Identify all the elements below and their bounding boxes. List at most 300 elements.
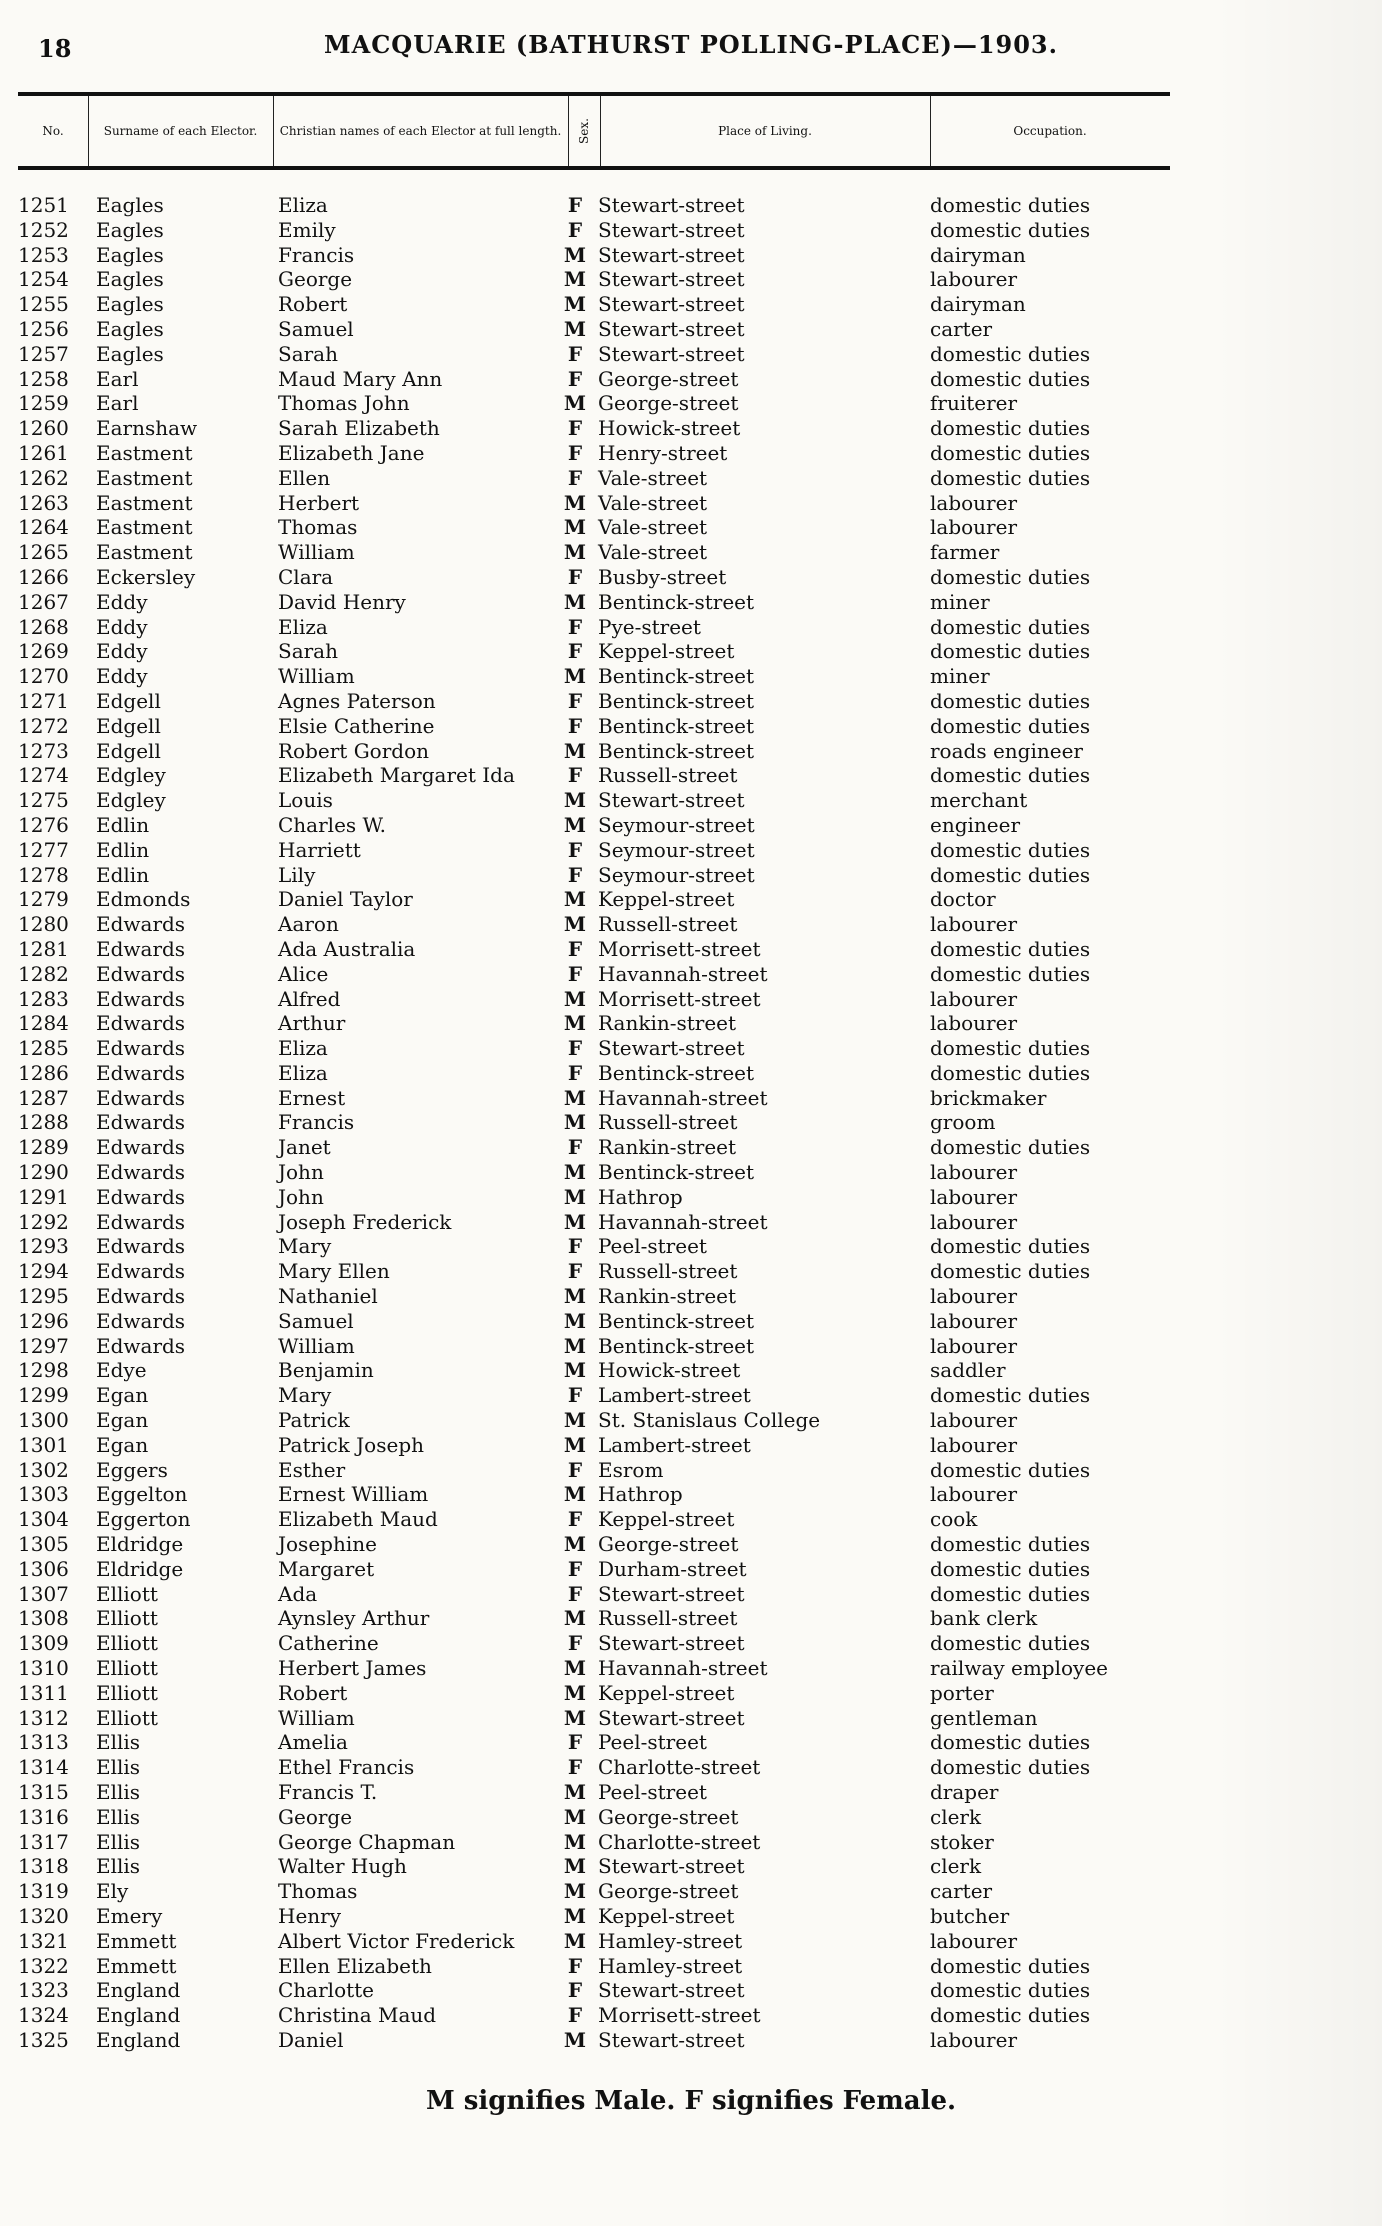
- elector-sex: M: [563, 812, 587, 837]
- elector-surname: Edlin: [96, 837, 150, 862]
- elector-christian-names: Patrick: [278, 1408, 350, 1433]
- elector-surname: Ellis: [96, 1780, 141, 1804]
- elector-number: 1313: [18, 1730, 69, 1755]
- elector-sex: F: [567, 763, 583, 788]
- elector-surname: Edmonds: [96, 887, 191, 912]
- table-row: [0, 2003, 1382, 2028]
- elector-sex: M: [563, 515, 587, 540]
- elector-place-of-living: Hamley-street: [598, 1928, 743, 1953]
- elector-number: 1285: [18, 1036, 69, 1061]
- elector-number: 1283: [18, 986, 69, 1011]
- elector-christian-names: Robert Gordon: [278, 738, 429, 763]
- elector-occupation: labourer: [930, 1928, 1018, 1953]
- elector-place-of-living: Stewart-street: [598, 267, 745, 292]
- elector-surname: Edlin: [96, 812, 150, 837]
- elector-number: 1297: [18, 1333, 69, 1358]
- elector-place-of-living: Hamley-street: [598, 1953, 743, 1978]
- elector-number: 1260: [18, 416, 69, 441]
- table-row: [0, 1234, 1382, 1259]
- elector-place-of-living: Howick-street: [598, 416, 741, 441]
- elector-surname: Edgell: [96, 713, 161, 738]
- elector-surname: Edgell: [96, 688, 161, 713]
- elector-sex: M: [563, 242, 587, 267]
- elector-surname: Eagles: [96, 217, 164, 242]
- elector-occupation: draper: [930, 1780, 999, 1804]
- elector-number: 1254: [18, 267, 69, 292]
- elector-occupation: labourer: [930, 1432, 1018, 1457]
- elector-sex: M: [563, 738, 587, 763]
- elector-sex: F: [567, 1036, 583, 1061]
- table-row: [0, 243, 1382, 268]
- elector-place-of-living: Stewart-street: [598, 292, 745, 317]
- elector-number: 1306: [18, 1556, 69, 1581]
- table-row: [0, 292, 1382, 317]
- elector-christian-names: William: [278, 1705, 355, 1730]
- elector-number: 1301: [18, 1432, 69, 1457]
- elector-number: 1289: [18, 1135, 69, 1160]
- elector-sex: F: [567, 416, 583, 441]
- elector-number: 1266: [18, 564, 69, 589]
- table-row: [0, 1904, 1382, 1929]
- elector-sex: M: [563, 1780, 587, 1804]
- table-row: [0, 565, 1382, 590]
- elector-christian-names: Eliza: [278, 1060, 328, 1085]
- elector-occupation: labourer: [930, 1160, 1018, 1185]
- elector-number: 1324: [18, 2003, 69, 2028]
- elector-occupation: carter: [930, 316, 993, 341]
- elector-number: 1325: [18, 2027, 69, 2052]
- elector-surname: Elliott: [96, 1606, 158, 1631]
- elector-sex: M: [563, 1656, 587, 1681]
- elector-christian-names: Charles W.: [278, 812, 386, 837]
- table-row: [0, 2028, 1382, 2053]
- elector-surname: Eddy: [96, 589, 148, 614]
- elector-occupation: doctor: [930, 887, 996, 912]
- elector-christian-names: Christina Maud: [278, 2003, 437, 2028]
- elector-number: 1307: [18, 1581, 69, 1606]
- elector-occupation: labourer: [930, 1284, 1018, 1309]
- elector-sex: F: [567, 366, 583, 391]
- elector-sex: M: [563, 316, 587, 341]
- elector-place-of-living: Stewart-street: [598, 1581, 745, 1606]
- elector-number: 1310: [18, 1656, 69, 1681]
- elector-surname: Edwards: [96, 1259, 186, 1284]
- elector-occupation: labourer: [930, 1333, 1018, 1358]
- elector-occupation: railway employee: [930, 1656, 1108, 1681]
- elector-christian-names: Patrick Joseph: [278, 1432, 424, 1457]
- elector-christian-names: Elizabeth Margaret Ida: [278, 763, 515, 788]
- elector-place-of-living: Russell-street: [598, 763, 738, 788]
- elector-place-of-living: Bentinck-street: [598, 1160, 755, 1185]
- elector-occupation: domestic duties: [930, 341, 1091, 366]
- elector-place-of-living: Stewart-street: [598, 341, 745, 366]
- elector-surname: Elliott: [96, 1581, 158, 1606]
- elector-place-of-living: Rankin-street: [598, 1011, 737, 1036]
- elector-christian-names: Arthur: [278, 1011, 346, 1036]
- elector-surname: Edwards: [96, 1184, 186, 1209]
- elector-place-of-living: Peel-street: [598, 1730, 707, 1755]
- elector-surname: Eggers: [96, 1457, 168, 1482]
- table-row: [0, 1433, 1382, 1458]
- table-row: [0, 689, 1382, 714]
- elector-place-of-living: Charlotte-street: [598, 1755, 761, 1780]
- elector-number: 1274: [18, 763, 69, 788]
- col-header-sex: Sex.: [577, 118, 591, 144]
- elector-occupation: domestic duties: [930, 564, 1091, 589]
- elector-sex: M: [563, 986, 587, 1011]
- elector-occupation: engineer: [930, 812, 1021, 837]
- elector-christian-names: Herbert: [278, 490, 360, 515]
- elector-christian-names: Walter Hugh: [278, 1854, 407, 1879]
- elector-place-of-living: Keppel-street: [598, 639, 735, 664]
- elector-sex: F: [567, 1581, 583, 1606]
- elector-number: 1269: [18, 639, 69, 664]
- elector-surname: Eagles: [96, 316, 164, 341]
- elector-number: 1312: [18, 1705, 69, 1730]
- elector-place-of-living: Havannah-street: [598, 961, 768, 986]
- elector-surname: Edwards: [96, 1284, 186, 1309]
- table-row: [0, 1681, 1382, 1706]
- elector-occupation: saddler: [930, 1358, 1006, 1383]
- elector-occupation: domestic duties: [930, 1259, 1091, 1284]
- elector-place-of-living: Stewart-street: [598, 217, 745, 242]
- elector-place-of-living: Russell-street: [598, 1606, 738, 1631]
- elector-christian-names: Henry: [278, 1903, 342, 1928]
- elector-place-of-living: George-street: [598, 391, 739, 416]
- elector-christian-names: Ellen Elizabeth: [278, 1953, 432, 1978]
- elector-number: 1316: [18, 1804, 69, 1829]
- elector-christian-names: Eliza: [278, 193, 328, 217]
- elector-sex: M: [563, 1160, 587, 1185]
- elector-surname: Edgley: [96, 763, 166, 788]
- table-row: [0, 1185, 1382, 1210]
- elector-place-of-living: Vale-street: [598, 540, 708, 565]
- elector-christian-names: Louis: [278, 788, 333, 813]
- elector-sex: F: [567, 193, 583, 217]
- elector-christian-names: Albert Victor Frederick: [278, 1928, 515, 1953]
- elector-sex: M: [563, 788, 587, 813]
- elector-place-of-living: Stewart-street: [598, 1978, 745, 2003]
- elector-occupation: labourer: [930, 912, 1018, 937]
- elector-occupation: miner: [930, 589, 990, 614]
- elector-occupation: labourer: [930, 490, 1018, 515]
- elector-sex: M: [563, 1705, 587, 1730]
- elector-sex: F: [567, 1135, 583, 1160]
- elector-number: 1298: [18, 1358, 69, 1383]
- elector-sex: F: [567, 1953, 583, 1978]
- elector-occupation: domestic duties: [930, 2003, 1091, 2028]
- elector-christian-names: Elsie Catherine: [278, 713, 435, 738]
- elector-christian-names: Sarah: [278, 341, 338, 366]
- elector-number: 1323: [18, 1978, 69, 2003]
- elector-place-of-living: Seymour-street: [598, 862, 755, 887]
- elector-sex: M: [563, 292, 587, 317]
- elector-surname: Edwards: [96, 961, 186, 986]
- elector-occupation: cook: [930, 1507, 978, 1532]
- elector-number: 1286: [18, 1060, 69, 1085]
- table-row: [0, 1606, 1382, 1631]
- elector-sex: F: [567, 217, 583, 242]
- elector-number: 1262: [18, 465, 69, 490]
- elector-occupation: labourer: [930, 1408, 1018, 1433]
- elector-sex: F: [567, 1457, 583, 1482]
- elector-surname: Eastment: [96, 515, 193, 540]
- elector-sex: M: [563, 1928, 587, 1953]
- table-row: [0, 788, 1382, 813]
- elector-sex: F: [567, 614, 583, 639]
- elector-occupation: domestic duties: [930, 1730, 1091, 1755]
- elector-christian-names: Agnes Paterson: [278, 688, 436, 713]
- elector-sex: F: [567, 936, 583, 961]
- elector-occupation: domestic duties: [930, 440, 1091, 465]
- elector-surname: Edwards: [96, 1234, 186, 1259]
- elector-surname: Eldridge: [96, 1556, 184, 1581]
- elector-number: 1279: [18, 887, 69, 912]
- table-row: [0, 1755, 1382, 1780]
- table-row: [0, 615, 1382, 640]
- elector-place-of-living: Havannah-street: [598, 1656, 768, 1681]
- table-row: [0, 863, 1382, 888]
- elector-number: 1292: [18, 1209, 69, 1234]
- elector-place-of-living: Bentinck-street: [598, 589, 755, 614]
- elector-christian-names: Samuel: [278, 316, 354, 341]
- elector-christian-names: Ada Australia: [278, 936, 416, 961]
- elector-sex: M: [563, 1209, 587, 1234]
- elector-christian-names: Alice: [278, 961, 329, 986]
- elector-christian-names: William: [278, 1333, 355, 1358]
- table-row: [0, 1458, 1382, 1483]
- elector-place-of-living: Stewart-street: [598, 242, 745, 267]
- elector-place-of-living: Stewart-street: [598, 1631, 745, 1656]
- table-row: [0, 1582, 1382, 1607]
- elector-christian-names: Sarah: [278, 639, 338, 664]
- elector-number: 1319: [18, 1879, 69, 1904]
- elector-number: 1261: [18, 440, 69, 465]
- table-row: [0, 1383, 1382, 1408]
- elector-occupation: domestic duties: [930, 1060, 1091, 1085]
- elector-christian-names: Aaron: [278, 912, 339, 937]
- elector-occupation: labourer: [930, 1011, 1018, 1036]
- elector-occupation: porter: [930, 1680, 994, 1705]
- elector-number: 1263: [18, 490, 69, 515]
- elector-occupation: labourer: [930, 267, 1018, 292]
- elector-sex: M: [563, 1606, 587, 1631]
- elector-sex: F: [567, 465, 583, 490]
- elector-place-of-living: Keppel-street: [598, 1903, 735, 1928]
- elector-christian-names: Esther: [278, 1457, 346, 1482]
- elector-number: 1277: [18, 837, 69, 862]
- elector-number: 1264: [18, 515, 69, 540]
- elector-number: 1280: [18, 912, 69, 937]
- elector-place-of-living: Hathrop: [598, 1184, 683, 1209]
- elector-christian-names: Mary: [278, 1383, 332, 1408]
- elector-number: 1272: [18, 713, 69, 738]
- elector-occupation: domestic duties: [930, 688, 1091, 713]
- elector-place-of-living: Keppel-street: [598, 1680, 735, 1705]
- elector-christian-names: William: [278, 664, 355, 689]
- table-row: [0, 1334, 1382, 1359]
- elector-place-of-living: Bentinck-street: [598, 738, 755, 763]
- elector-place-of-living: Stewart-street: [598, 316, 745, 341]
- elector-occupation: domestic duties: [930, 837, 1091, 862]
- elector-place-of-living: Seymour-street: [598, 837, 755, 862]
- table-row: [0, 1309, 1382, 1334]
- elector-christian-names: Aynsley Arthur: [278, 1606, 430, 1631]
- table-row: [0, 763, 1382, 788]
- elector-place-of-living: Stewart-street: [598, 2027, 745, 2052]
- elector-christian-names: Clara: [278, 564, 334, 589]
- elector-occupation: butcher: [930, 1903, 1010, 1928]
- elector-number: 1256: [18, 316, 69, 341]
- table-row: [0, 1284, 1382, 1309]
- elector-number: 1278: [18, 862, 69, 887]
- elector-number: 1267: [18, 589, 69, 614]
- elector-sex: M: [563, 1184, 587, 1209]
- elector-occupation: domestic duties: [930, 862, 1091, 887]
- elector-number: 1290: [18, 1160, 69, 1185]
- elector-surname: Earl: [96, 366, 139, 391]
- elector-christian-names: Herbert James: [278, 1656, 427, 1681]
- elector-surname: Egan: [96, 1383, 149, 1408]
- elector-surname: Eagles: [96, 341, 164, 366]
- elector-place-of-living: Stewart-street: [598, 193, 745, 217]
- table-row: [0, 466, 1382, 491]
- elector-number: 1265: [18, 540, 69, 565]
- col-header-occupation: Occupation.: [1013, 124, 1087, 138]
- table-row: [0, 267, 1382, 292]
- elector-surname: Eagles: [96, 292, 164, 317]
- table-header: [18, 92, 1170, 170]
- electors-list: [0, 193, 1382, 2053]
- elector-surname: Elliott: [96, 1631, 158, 1656]
- table-row: [0, 1978, 1382, 2003]
- elector-sex: M: [563, 1903, 587, 1928]
- elector-number: 1268: [18, 614, 69, 639]
- elector-surname: Elliott: [96, 1680, 158, 1705]
- elector-place-of-living: Pye-street: [598, 614, 701, 639]
- table-row: [0, 1110, 1382, 1135]
- elector-place-of-living: Bentinck-street: [598, 1060, 755, 1085]
- elector-occupation: fruiterer: [930, 391, 1018, 416]
- elector-sex: F: [567, 837, 583, 862]
- elector-occupation: labourer: [930, 1209, 1018, 1234]
- elector-surname: Elliott: [96, 1705, 158, 1730]
- elector-surname: Edwards: [96, 1085, 186, 1110]
- elector-christian-names: Eliza: [278, 1036, 328, 1061]
- table-row: [0, 515, 1382, 540]
- elector-christian-names: George: [278, 1804, 353, 1829]
- elector-number: 1311: [18, 1680, 69, 1705]
- elector-surname: Edwards: [96, 1308, 186, 1333]
- elector-place-of-living: Bentinck-street: [598, 688, 755, 713]
- elector-surname: Edwards: [96, 1135, 186, 1160]
- elector-occupation: domestic duties: [930, 217, 1091, 242]
- elector-surname: Edwards: [96, 1160, 186, 1185]
- elector-occupation: domestic duties: [930, 1383, 1091, 1408]
- elector-christian-names: Joseph Frederick: [278, 1209, 452, 1234]
- elector-number: 1302: [18, 1457, 69, 1482]
- elector-occupation: clerk: [930, 1854, 982, 1879]
- elector-christian-names: Catherine: [278, 1631, 379, 1656]
- elector-occupation: merchant: [930, 788, 1028, 813]
- elector-occupation: gentleman: [930, 1705, 1038, 1730]
- elector-number: 1288: [18, 1110, 69, 1135]
- elector-place-of-living: Morrisett-street: [598, 986, 761, 1011]
- elector-number: 1303: [18, 1482, 69, 1507]
- elector-place-of-living: Russell-street: [598, 1259, 738, 1284]
- elector-surname: Edgell: [96, 738, 161, 763]
- elector-occupation: labourer: [930, 1184, 1018, 1209]
- elector-place-of-living: Morrisett-street: [598, 936, 761, 961]
- table-row: [0, 1061, 1382, 1086]
- table-row: [0, 1656, 1382, 1681]
- elector-sex: M: [563, 490, 587, 515]
- elector-sex: M: [563, 391, 587, 416]
- elector-number: 1251: [18, 193, 69, 217]
- elector-sex: M: [563, 1308, 587, 1333]
- elector-christian-names: Eliza: [278, 614, 328, 639]
- elector-christian-names: Charlotte: [278, 1978, 375, 2003]
- elector-occupation: groom: [930, 1110, 996, 1135]
- table-row: [0, 342, 1382, 367]
- elector-christian-names: George: [278, 267, 353, 292]
- elector-number: 1257: [18, 341, 69, 366]
- table-row: [0, 937, 1382, 962]
- table-row: [0, 416, 1382, 441]
- table-row: [0, 714, 1382, 739]
- elector-number: 1271: [18, 688, 69, 713]
- elector-number: 1253: [18, 242, 69, 267]
- elector-number: 1287: [18, 1085, 69, 1110]
- elector-sex: F: [567, 688, 583, 713]
- table-row: [0, 1830, 1382, 1855]
- elector-occupation: labourer: [930, 1308, 1018, 1333]
- elector-occupation: labourer: [930, 2027, 1018, 2052]
- elector-sex: F: [567, 1259, 583, 1284]
- elector-sex: M: [563, 1408, 587, 1433]
- elector-sex: M: [563, 1829, 587, 1854]
- elector-place-of-living: Seymour-street: [598, 812, 755, 837]
- table-row: [0, 367, 1382, 392]
- table-row: [0, 813, 1382, 838]
- elector-number: 1255: [18, 292, 69, 317]
- table-row: [0, 1557, 1382, 1582]
- elector-surname: Eastment: [96, 465, 193, 490]
- elector-occupation: labourer: [930, 1482, 1018, 1507]
- elector-place-of-living: Esrom: [598, 1457, 664, 1482]
- elector-occupation: carter: [930, 1879, 993, 1904]
- elector-christian-names: William: [278, 540, 355, 565]
- elector-number: 1322: [18, 1953, 69, 1978]
- elector-christian-names: Ethel Francis: [278, 1755, 415, 1780]
- elector-occupation: domestic duties: [930, 1457, 1091, 1482]
- elector-occupation: domestic duties: [930, 193, 1091, 217]
- elector-number: 1275: [18, 788, 69, 813]
- elector-occupation: domestic duties: [930, 1556, 1091, 1581]
- elector-sex: F: [567, 1755, 583, 1780]
- elector-place-of-living: St. Stanislaus College: [598, 1408, 821, 1433]
- elector-sex: M: [563, 1358, 587, 1383]
- elector-sex: M: [563, 1879, 587, 1904]
- elector-number: 1284: [18, 1011, 69, 1036]
- table-row: [0, 218, 1382, 243]
- table-row: [0, 1011, 1382, 1036]
- elector-surname: Earnshaw: [96, 416, 198, 441]
- elector-place-of-living: Peel-street: [598, 1234, 707, 1259]
- elector-number: 1317: [18, 1829, 69, 1854]
- table-row: [0, 491, 1382, 516]
- elector-place-of-living: Busby-street: [598, 564, 727, 589]
